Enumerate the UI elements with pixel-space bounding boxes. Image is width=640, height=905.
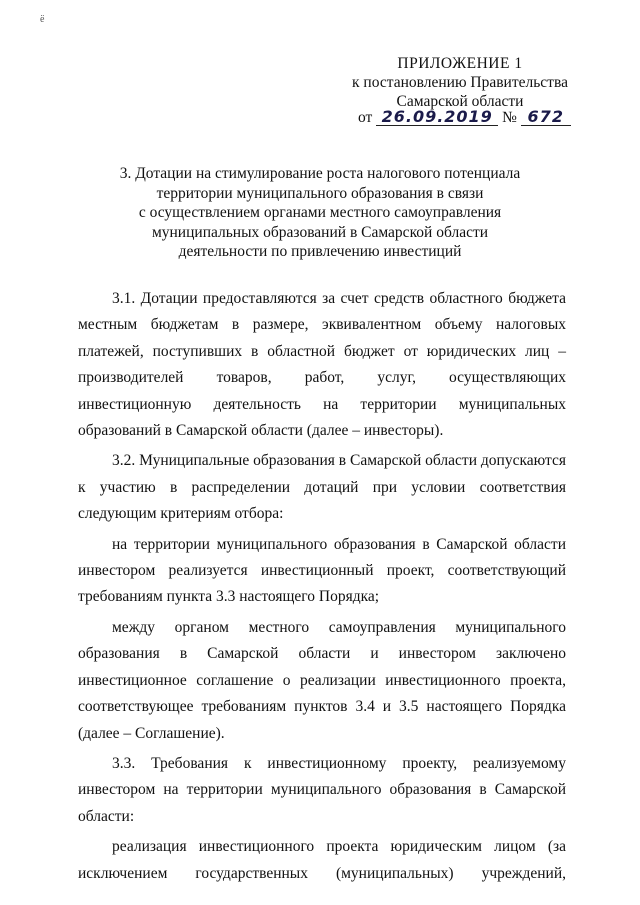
paragraph-3-3: 3.3. Требования к инвестиционному проекту, реализуемому инвестором на территории муниципального образования в Самарской области: — [78, 754, 566, 825]
section-title-line-1: 3. Дотации на стимулирование роста налогового потенциала — [119, 165, 521, 182]
paragraph-3-1: 3.1. Дотации предоставляются за счет средств областного бюджета местным бюджетам в размере, эквивалентном объему налоговых платежей, поступивших в областной бюджет от юридических лиц – производителей товаров, работ, услуг, осуществляющих инвестиционную деятельность на территории муниципальных образований в Самарской области (далее – инвесторы). — [78, 290, 566, 440]
attachment-title: ПРИЛОЖЕНИЕ 1 — [397, 55, 523, 72]
attachment-line-2: Самарской области — [396, 93, 524, 110]
handwritten-date: 26.09.2019 — [376, 109, 498, 126]
section-title-line-2: территории муниципального образования в связи — [156, 184, 484, 202]
attachment-line-1: к постановлению Правительства — [352, 74, 568, 91]
date-prefix: от — [358, 109, 373, 126]
section-title — [80, 164, 560, 262]
paragraph-criterion-2: между органом местного самоуправления муниципального образования в Самарской области и инвестором заключено инвестиционное соглашение о реализации инвестиционного проекта, соответствующее требованиям пунктов 3.4 и 3.5 настоящего Порядка (далее – Соглашение). — [78, 618, 566, 742]
paragraph-requirement-1: реализация инвестиционного проекта юридическим лицом (за исключением государственных (муниципальных) учреждений, — [78, 838, 566, 882]
paragraph-3-2: 3.2. Муниципальные образования в Самарской области допускаются к участию в распределении дотаций при условии соответствия следующим критериям отбора: — [78, 452, 566, 523]
section-title-line-3: с осуществлением органами местного самоуправления — [138, 204, 502, 221]
corner-mark: ё — [40, 14, 45, 25]
section-title-line-4: муниципальных образований в Самарской области — [151, 223, 489, 241]
document-body — [78, 286, 566, 891]
attachment-header — [330, 54, 590, 111]
section-title-line-5: деятельности по привлечению инвестиций — [178, 243, 462, 260]
number-prefix: № — [502, 109, 517, 126]
handwritten-number: 672 — [521, 109, 571, 126]
paragraph-criterion-1: на территории муниципального образования в Самарской области инвестором реализуется инвестиционный проект, соответствующий требованиям пункта 3.3 настоящего Порядка; — [78, 535, 566, 606]
resolution-dateline — [358, 108, 598, 128]
